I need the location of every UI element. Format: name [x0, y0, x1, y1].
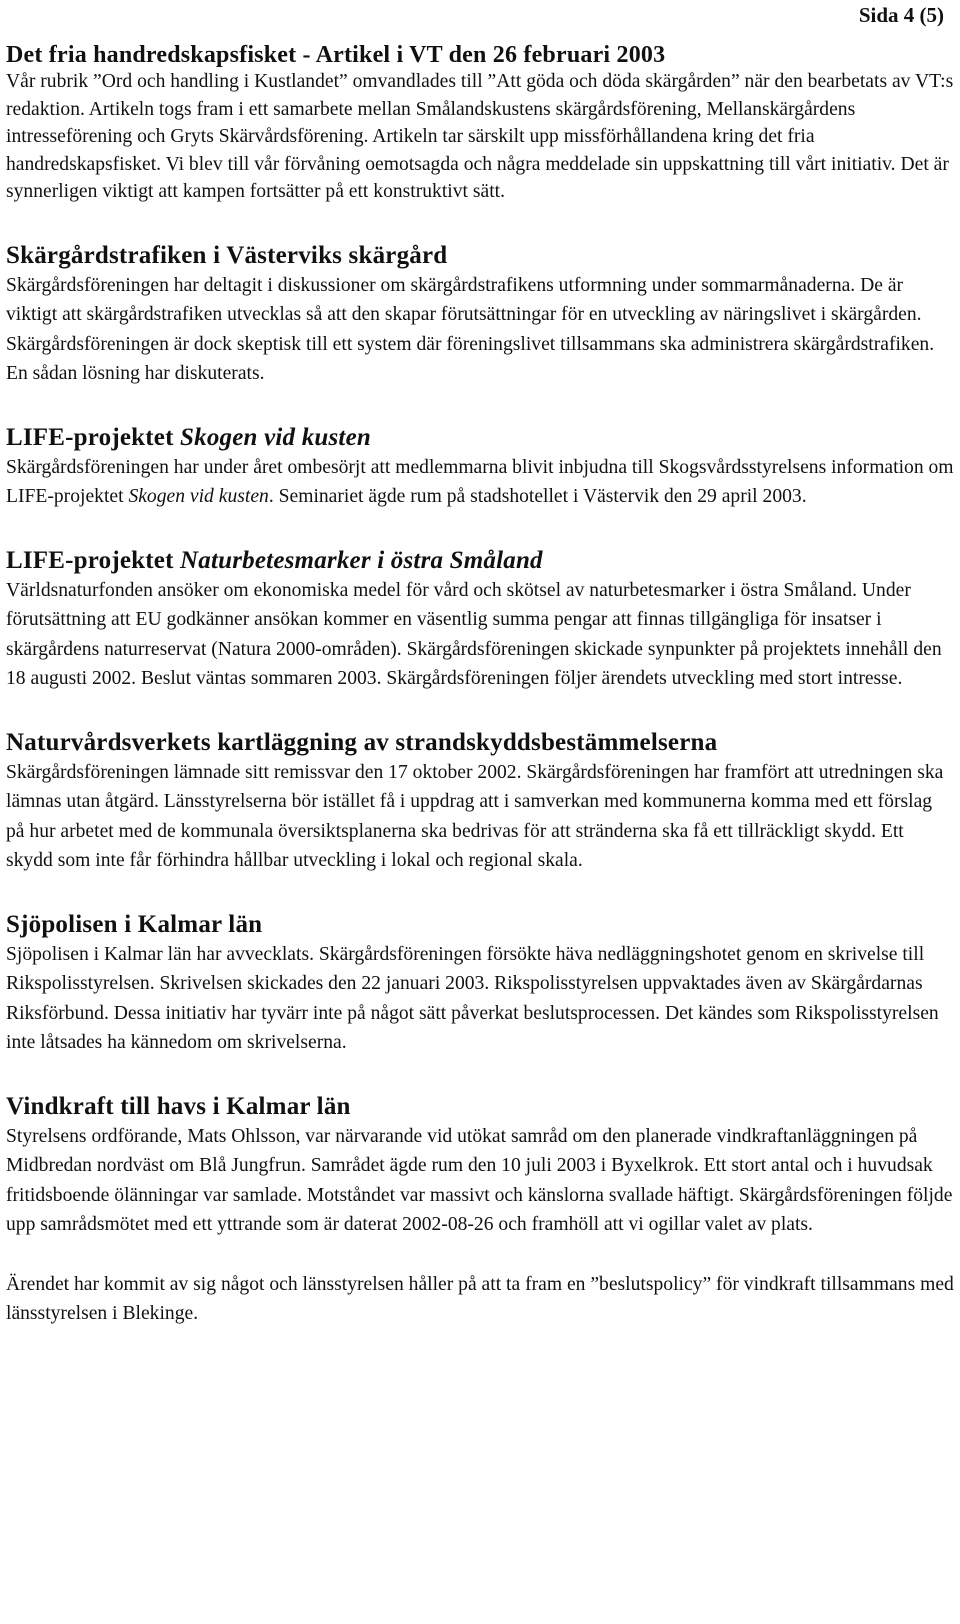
section-sjopolisen	[6, 909, 954, 1058]
heading-prefix: LIFE-projektet	[6, 423, 181, 451]
heading-italic: Naturbetesmarker i östra Småland	[180, 546, 543, 574]
section-body	[6, 453, 954, 512]
section-heading	[6, 545, 954, 576]
section-heading: Sjöpolisen i Kalmar län	[6, 910, 263, 938]
section-life-naturbetesmarker	[6, 545, 954, 694]
heading-prefix: LIFE-projektet	[6, 546, 181, 574]
section-heading: Det fria handredskapsfisket - Artikel i VT den 26 februari 2003	[6, 42, 666, 68]
section-closing	[6, 1270, 954, 1329]
section-article-vt	[6, 0, 954, 206]
section-archipelago-traffic	[6, 240, 954, 389]
section-strandskydd	[6, 727, 954, 876]
section-body: Skärgårdsföreningen har deltagit i diskussioner om skärgårdstrafikens utformning under sommarmånaderna. De är viktigt att skärgårdstrafiken utvecklas så att den skapar förutsättningar för en utveckling av näringslivet i skärgården. Skärgårdsföreningen är dock skeptisk till ett system där föreningslivet tillsammans ska administrera skärgårdstrafiken. En sådan lösning har diskuterats.	[6, 274, 935, 384]
section-vindkraft	[6, 1091, 954, 1240]
section-body: Världsnaturfonden ansöker om ekonomiska medel för vård och skötsel av naturbetesmarker i östra Småland. Under förutsättning att EU godkänner ansökan kommer en väsentlig summa pengar att finnas tillgängliga för insatser i skärgårdens naturreservat (Natura 2000-områden). Skärgårdsföreningen skickade synpunkter på projektets innehåll den 18 augusti 2002. Beslut väntas sommaren 2003. Skärgårdsföreningen följer ärendets utveckling med stort intresse.	[6, 579, 942, 689]
body-italic-project-name: Skogen vid kusten	[128, 486, 269, 507]
closing-paragraph: Ärendet har kommit av sig något och länsstyrelsen håller på att ta fram en ”beslutspolicy” för vindkraft tillsammans med länsstyrelsen i Blekinge.	[6, 1273, 954, 1324]
body-text: . Seminariet ägde rum på stadshotellet i Västervik den 29 april 2003.	[268, 486, 807, 507]
section-heading: Skärgårdstrafiken i Västerviks skärgård	[6, 241, 448, 269]
section-heading	[6, 422, 954, 453]
body-text: Skärgårdsföreningen har under året ombesörjt att medlemmarna blivit inbjudna till Skogsvårdsstyrelsens information om LIFE-projektet	[6, 456, 954, 507]
section-body: Styrelsens ordförande, Mats Ohlsson, var närvarande vid utökat samråd om den planerade vindkraftanläggningen på Midbredan nordväst om Blå Jungfrun. Samrådet ägde rum den 10 juli 2003 i Byxelkrok. Ett stort antal och i huvudsak fritidsboende ölänningar var samlade. Motståndet var massivt och känslorna svallade häftigt. Skärgårdsföreningen följde upp samrådsmötet med ett yttrande som är daterat 2002-08-26 och framhöll att vi ogillar valet av plats.	[6, 1125, 953, 1235]
section-life-skogen-vid-kusten	[6, 422, 954, 512]
section-body: Vår rubrik ”Ord och handling i Kustlandet” omvandlades till ”Att göda och döda skärgården” när den bearbetats av VT:s redaktion. Artikeln togs fram i ett samarbete mellan Smålandskustens skärgårdsförening, Mellanskärgårdens intresseförening och Gryts Skärvårdsförening. Artikeln tar särskilt upp missförhållandena kring det fria handredskapsfisket. Vi blev till vår förvåning oemotsagda och några meddelade sin uppskattning till vårt initiativ. Det är synnerligen viktigt att kampen fortsätter på ett konstruktivt sätt.	[6, 71, 954, 202]
document-page	[6, 0, 954, 1329]
section-heading: Vindkraft till havs i Kalmar län	[6, 1092, 351, 1120]
section-heading: Naturvårdsverkets kartläggning av strandskyddsbestämmelserna	[6, 728, 718, 756]
section-body: Skärgårdsföreningen lämnade sitt remissvar den 17 oktober 2002. Skärgårdsföreningen har framfört att utredningen ska lämnas utan åtgärd. Länsstyrelserna bör istället få i uppdrag att i samverkan med kommunerna komma med ett förslag på hur arbetet med de kommunala översiktsplanerna ska bedrivas för att stränderna ska få ett tillräckligt skydd. Ett skydd som inte får förhindra hållbar utveckling i lokal och regional skala.	[6, 761, 944, 871]
section-body: Sjöpolisen i Kalmar län har avvecklats. Skärgårdsföreningen försökte häva nedläggningshotet genom en skrivelse till Rikspolisstyrelsen. Skrivelsen skickades den 22 januari 2003. Rikspolisstyrelsen uppvaktades även av Skärgårdarnas Riksförbund. Dessa initiativ har tyvärr inte på något sätt påverkat beslutsprocessen. Det kändes som Rikspolisstyrelsen inte låtsades ha kännedom om skrivelserna.	[6, 943, 939, 1053]
heading-italic: Skogen vid kusten	[180, 423, 371, 451]
page-number: Sida 4 (5)	[858, 3, 944, 27]
